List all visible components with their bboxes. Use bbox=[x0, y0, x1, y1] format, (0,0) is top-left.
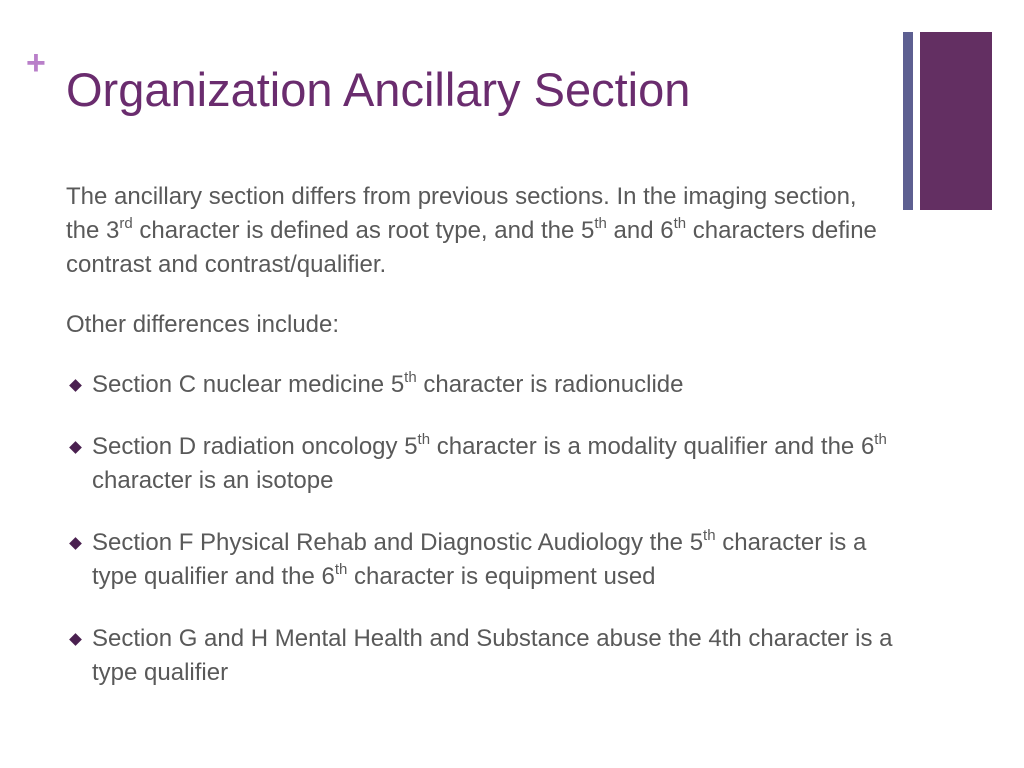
bullet-text: character is a modality qualifier and the 6 bbox=[430, 433, 875, 460]
intro-sup-2: th bbox=[594, 215, 607, 232]
list-item-section-c bbox=[66, 368, 896, 402]
bullet-sup: th bbox=[404, 369, 417, 386]
bullet-text: character is a type qualifier and the 6 bbox=[92, 529, 867, 590]
slide-title: Organization Ancillary Section bbox=[66, 63, 691, 116]
bullet-sup: th bbox=[874, 431, 887, 448]
bullet-text: Section G and H Mental Health and Substance abuse the 4th character is a type qualifier bbox=[92, 625, 893, 686]
bullet-text: character is an isotope bbox=[92, 467, 334, 494]
slide-body bbox=[66, 180, 896, 718]
diamond-bullet-icon bbox=[69, 633, 82, 646]
intro-text-1: The ancillary section differs from previous sections. In the imaging section, the 3 bbox=[66, 183, 857, 244]
bullet-text: Section F Physical Rehab and Diagnostic Audiology the 5 bbox=[92, 529, 704, 556]
diamond-bullet-icon bbox=[69, 441, 82, 454]
intro-sup-3: th bbox=[673, 215, 687, 232]
diamond-bullet-icon bbox=[69, 537, 82, 550]
bullet-sup: th bbox=[703, 527, 716, 544]
diamond-bullet-icon bbox=[69, 379, 82, 392]
bullet-text: Section D radiation oncology 5 bbox=[92, 433, 418, 460]
bullet-text: character is equipment used bbox=[347, 563, 656, 590]
differences-list bbox=[66, 368, 896, 690]
list-item-section-g-h bbox=[66, 622, 896, 690]
bullet-text: character is radionuclide bbox=[416, 371, 684, 398]
list-item-section-f bbox=[66, 526, 896, 594]
bullet-sup: th bbox=[417, 431, 431, 448]
other-differences-paragraph: Other differences include: bbox=[66, 311, 340, 338]
corner-bar-thick bbox=[920, 32, 992, 210]
intro-paragraph bbox=[66, 180, 896, 282]
bullet-sup: th bbox=[334, 561, 348, 578]
corner-bar-thin bbox=[903, 32, 913, 210]
intro-sup-1: rd bbox=[119, 215, 133, 232]
intro-text-3: and 6 bbox=[606, 217, 674, 244]
intro-text-4: characters define contrast and contrast/qualifier. bbox=[66, 217, 877, 278]
list-item-section-d bbox=[66, 430, 896, 498]
intro-text-2: character is defined as root type, and the 5 bbox=[132, 217, 595, 244]
plus-icon: + bbox=[26, 44, 46, 82]
bullet-text: Section C nuclear medicine 5 bbox=[92, 371, 405, 398]
